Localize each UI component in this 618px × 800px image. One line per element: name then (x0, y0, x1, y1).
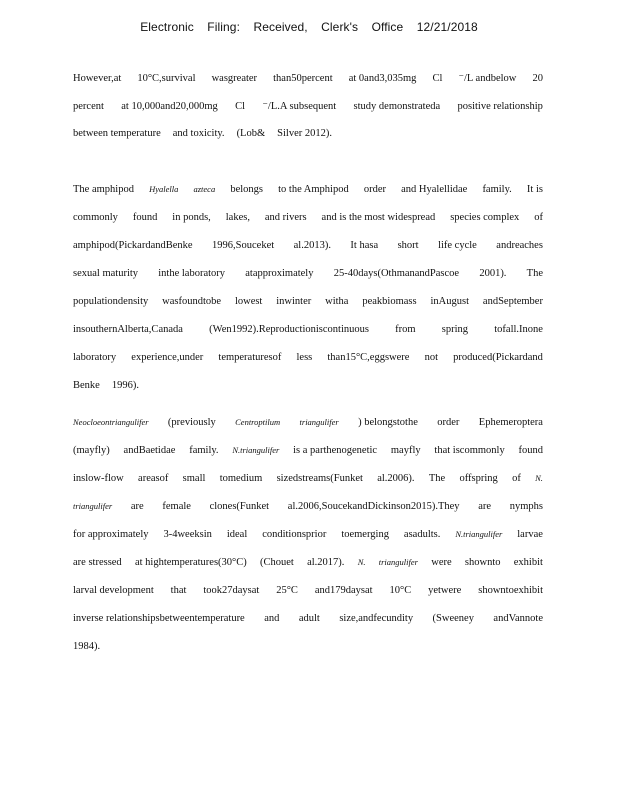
word: lowest (234, 296, 263, 307)
text-line (73, 268, 543, 279)
word: ideal (226, 529, 248, 540)
word: positive relationship (457, 101, 543, 112)
word: exhibit (513, 557, 543, 568)
word: for approximately (73, 529, 149, 540)
word: 1984). (73, 641, 101, 652)
word: 3-4weeksin (163, 529, 212, 540)
word: sexual maturity (73, 268, 139, 279)
italic-word: Centroptilum (235, 417, 281, 427)
word: order (437, 417, 460, 428)
word: peakbiomass (362, 296, 417, 307)
word: Silver 2012). (277, 128, 332, 139)
word: al.2006). (377, 473, 415, 484)
word: Cl (432, 73, 443, 84)
word: at hightemperatures(30°C) (134, 557, 247, 568)
text-line (73, 212, 543, 223)
word: inslow-flow (73, 473, 124, 484)
word: between temperature (73, 128, 161, 139)
italic-word: triangulifer (73, 501, 113, 511)
word: is a parthenogenetic (293, 445, 378, 456)
word: witha (325, 296, 349, 307)
word: (Chouet (260, 557, 294, 568)
word: populationdensity (73, 296, 149, 307)
italic-word: N.triangulifer (232, 445, 280, 455)
word: life cycle (438, 240, 477, 251)
word: conditionsprior (262, 529, 327, 540)
word: spring (441, 324, 469, 335)
italic-word: triangulifer (378, 557, 418, 567)
word: family. (482, 184, 512, 195)
word: It is (526, 184, 543, 195)
text-line (73, 557, 543, 568)
word: temperaturesof (218, 352, 282, 363)
italic-word: Hyalella (149, 184, 179, 194)
word: asadults. (403, 529, 441, 540)
word: experience,under (131, 352, 204, 363)
text-line (73, 324, 543, 335)
text-line (73, 501, 543, 512)
word: It hasa (350, 240, 379, 251)
word: tofall.Inone (494, 324, 543, 335)
word: study demonstrateda (353, 101, 441, 112)
text-line (73, 529, 543, 540)
word: small (182, 473, 206, 484)
word: less (296, 352, 313, 363)
text-line (73, 613, 543, 624)
italic-word: N. (357, 557, 366, 567)
word: inAugust (430, 296, 470, 307)
word: andSeptember (482, 296, 543, 307)
word: toemerging (341, 529, 389, 540)
word: produced(Pickardand (453, 352, 543, 363)
word: The (526, 268, 543, 279)
word: are stressed (73, 557, 122, 568)
word: (Sweeney (432, 613, 474, 624)
text-line (73, 240, 543, 251)
word: and toxicity. (172, 128, 225, 139)
word: inverse relationshipsbetweentemperature (73, 613, 245, 624)
word: are (130, 501, 144, 512)
word: of (534, 212, 543, 223)
italic-word: Neocloeontriangulifer (73, 417, 149, 427)
word: and rivers (264, 212, 307, 223)
word: larval development (73, 585, 154, 596)
word: (Lob& (236, 128, 266, 139)
word: of (512, 473, 521, 484)
word: and (264, 613, 280, 624)
word: to the Amphipod (278, 184, 349, 195)
word: 1996,Souceket (212, 240, 275, 251)
word: amphipod(PickardandBenke (73, 240, 193, 251)
word: offspring (459, 473, 498, 484)
word: (Wen1992).Reproductioniscontinuous (209, 324, 369, 335)
word: at 10,000and20,000mg (121, 101, 218, 112)
text-line (73, 72, 543, 84)
text-line (73, 184, 543, 195)
word: atapproximately (245, 268, 314, 279)
word: The amphipod (73, 184, 134, 195)
word: 25-40days(OthmanandPascoe (333, 268, 460, 279)
word: Ephemeroptera (478, 417, 543, 428)
word: female (162, 501, 191, 512)
word: clones(Funket (209, 501, 270, 512)
word: 2001). (479, 268, 507, 279)
text-line (73, 641, 543, 652)
word: family. (189, 445, 219, 456)
word: al.2013). (293, 240, 331, 251)
word: 1996). (111, 380, 139, 391)
word: The (428, 473, 446, 484)
word: and Hyalellidae (401, 184, 468, 195)
word: al.2017). (307, 557, 345, 568)
italic-word: triangulifer (299, 417, 339, 427)
word: larvae (517, 529, 543, 540)
italic-word: azteca (193, 184, 216, 194)
word: from (395, 324, 416, 335)
text-line (73, 128, 543, 139)
word: ⁻/L.A subsequent (262, 101, 337, 112)
italic-word: N.triangulifer (455, 529, 503, 539)
word: at 0and3,035mg (348, 73, 417, 84)
word: 20 (532, 73, 543, 84)
word: al.2006,SoucekandDickinson2015).They (287, 501, 460, 512)
word: belongs (230, 184, 263, 195)
word: inwinter (276, 296, 312, 307)
text-line (73, 585, 543, 596)
word: andreaches (496, 240, 543, 251)
text-line (73, 352, 543, 363)
word: andBaetidae (123, 445, 176, 456)
word: Benke (73, 380, 100, 391)
word: andVannote (493, 613, 543, 624)
word: laboratory (73, 352, 117, 363)
word: lakes, (225, 212, 250, 223)
text-line (73, 445, 543, 456)
word: ) belongstothe (358, 417, 418, 428)
word: took27daysat (203, 585, 260, 596)
word: that iscommonly (434, 445, 505, 456)
word: than15°C,eggswere (327, 352, 410, 363)
word: order (363, 184, 386, 195)
word: than50percent (273, 73, 333, 84)
word: were (431, 557, 452, 568)
word: areasof (138, 473, 169, 484)
word: (previously (167, 417, 216, 428)
word: inthe laboratory (158, 268, 226, 279)
word: species complex (450, 212, 520, 223)
word: short (397, 240, 419, 251)
word: tomedium (219, 473, 263, 484)
italic-word: N. (535, 473, 543, 483)
text-line (73, 380, 543, 391)
word: 10°C,survival (137, 73, 196, 84)
text-line (73, 473, 543, 484)
filing-header: Electronic Filing: Received, Clerk's Office 12/21/2018 (140, 20, 478, 34)
word: are (478, 501, 492, 512)
word: size,andfecundity (339, 613, 414, 624)
word: Cl (235, 101, 246, 112)
word: found (518, 445, 543, 456)
word: nymphs (509, 501, 543, 512)
word: found (132, 212, 158, 223)
word: shownto (464, 557, 501, 568)
word: sizedstreams(Funket (276, 473, 363, 484)
word: yetwere (428, 585, 462, 596)
word: adult (298, 613, 320, 624)
word: However,at (73, 73, 122, 84)
word: insouthernAlberta,Canada (73, 324, 183, 335)
word: wasgreater (211, 73, 258, 84)
word: wasfoundtobe (162, 296, 222, 307)
word: showntoexhibit (478, 585, 543, 596)
word: (mayfly) (73, 445, 110, 456)
word: commonly (73, 212, 118, 223)
word: not (424, 352, 438, 363)
text-line (73, 417, 543, 428)
word: in ponds, (172, 212, 211, 223)
word: mayfly (390, 445, 421, 456)
word: 10°C (389, 585, 412, 596)
text-line (73, 296, 543, 307)
text-line (73, 100, 543, 112)
word: percent (73, 101, 104, 112)
word: that (170, 585, 187, 596)
word: 25°C (276, 585, 298, 596)
word: ⁻/L andbelow (458, 73, 517, 84)
word: and is the most widespread (321, 212, 436, 223)
word: and179daysat (314, 585, 373, 596)
